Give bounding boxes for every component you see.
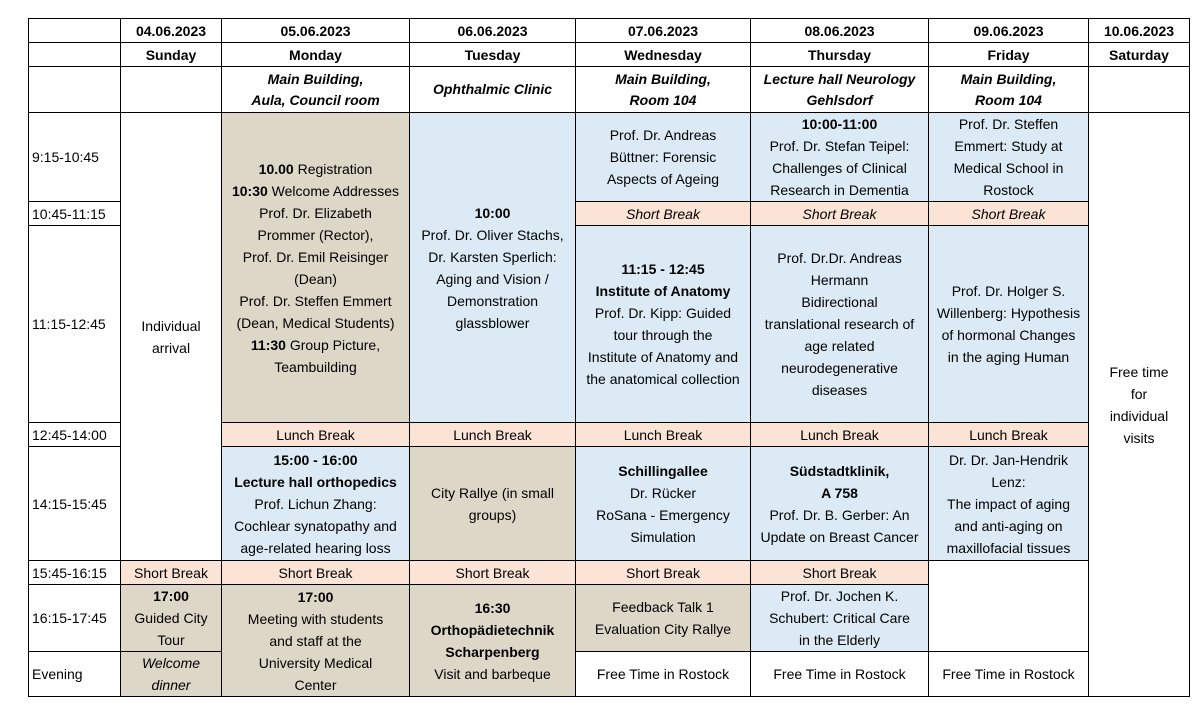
fri-early-session [929, 113, 1089, 202]
session-line: Demonstration [446, 292, 539, 309]
session-line: tour through the [613, 327, 713, 343]
session-line: Cochlear synatopathy and [234, 517, 397, 534]
session-venue: Lecture hall orthopedics [234, 473, 397, 490]
time-label: 9:15-10:45 [29, 113, 121, 202]
session-line: Feedback Talk 1 [612, 599, 714, 615]
session-line: in the Elderly [799, 632, 880, 648]
short-break-cell: Short Break [751, 202, 929, 226]
date-sat: 10.06.2023 [1089, 19, 1190, 43]
session-line: diseases [811, 382, 868, 398]
session-time: 17:00 [153, 588, 189, 604]
mon-morning-session [222, 113, 410, 423]
session-line: Prof. Dr. Jochen K. [780, 588, 899, 604]
days-row [29, 43, 1190, 67]
fri-late-session [751, 585, 929, 652]
corner-cell [29, 43, 121, 67]
session-text: Welcome Addresses [267, 182, 400, 199]
short-break-cell: Short Break [121, 561, 222, 585]
session-line: Visit and barbeque [434, 665, 551, 682]
session-time: 15:00 - 16:00 [273, 451, 358, 468]
date-wed: 07.06.2023 [576, 19, 751, 43]
session-line: age related [804, 338, 875, 354]
day-tue: Tuesday [410, 43, 576, 67]
session-line: (Dean, Medical Students) [236, 314, 395, 331]
session-line: Willenberg: Hypothesis [936, 305, 1081, 321]
slot-row [29, 652, 1190, 697]
session-line: Emmert: Study at [954, 138, 1063, 154]
session-line: and anti-aging on [954, 517, 1063, 534]
location-sun [121, 67, 222, 113]
session-text: Registration [293, 160, 373, 177]
slot-row [29, 585, 1190, 652]
location-wed [576, 67, 751, 113]
session-line: Update on Breast Cancer [760, 528, 919, 545]
session-line: City Rallye (in small [431, 484, 554, 501]
time-label: 12:45-14:00 [29, 423, 121, 447]
session-line: Rostock [983, 182, 1034, 198]
session-time: 17:00 [297, 588, 334, 605]
session-line: Prof. Dr. Oliver Stachs, [421, 226, 564, 243]
session-line: neurodegenerative [781, 360, 898, 376]
session-time: 10:00 [474, 204, 511, 221]
session-line: Dr. Rücker [629, 484, 697, 501]
session-venue: A 758 [821, 484, 858, 501]
session-line: maxillofacial tissues [946, 539, 1071, 556]
date-sun: 04.06.2023 [121, 19, 222, 43]
session-line: Lenz: [991, 473, 1026, 490]
session-line [224, 180, 407, 202]
session-line: Prof. Dr. Elizabeth [259, 204, 372, 221]
tue-morning-session [410, 113, 576, 423]
free-time-cell: Free Time in Rostock [576, 652, 751, 697]
session-time: 10:00-11:00 [801, 116, 878, 132]
session-time: 10.00 [258, 160, 294, 177]
date-fri: 09.06.2023 [929, 19, 1089, 43]
session-venue: Schillingallee [618, 462, 708, 479]
time-label: Evening [29, 652, 121, 697]
session-line: Prof. Dr. Andreas [609, 127, 717, 143]
day-fri: Friday [929, 43, 1089, 67]
session-line: University Medical [258, 654, 373, 671]
schedule-table [28, 18, 1190, 697]
sun-arrival-cell [121, 113, 222, 561]
day-sat: Saturday [1089, 43, 1190, 67]
session-line: Prof. Dr. B. Gerber: An [769, 506, 910, 523]
free-time-line: for [1130, 385, 1148, 402]
evening-line: dinner [151, 677, 191, 693]
session-line: Simulation [630, 528, 696, 545]
session-line: RoSana - Emergency [596, 506, 730, 523]
session-line: glassblower [455, 314, 530, 331]
lunch-break-cell: Lunch Break [222, 423, 410, 447]
session-line: Guided City Tour [134, 610, 208, 648]
session-line [224, 158, 407, 180]
location-tue: Ophthalmic Clinic [410, 67, 576, 113]
session-line: Prof. Dr. Kipp: Guided [594, 305, 732, 321]
thu-late-session [576, 585, 751, 652]
session-venue: Südstadtklinik, [789, 462, 890, 479]
session-line: and staff at the [269, 632, 362, 649]
session-line: Prof. Dr. Emil Reisinger [242, 248, 389, 265]
fri-mid-session [929, 226, 1089, 423]
session-venue: Scharpenberg [445, 643, 540, 660]
corner-cell [29, 67, 121, 113]
session-line: Prof. Dr. Steffen [958, 116, 1059, 132]
wed-late-session [410, 585, 576, 697]
lunch-break-cell: Lunch Break [576, 423, 751, 447]
location-line: Room 104 [975, 91, 1042, 108]
lunch-break-cell: Lunch Break [751, 423, 929, 447]
session-text: Group Picture, [285, 336, 381, 353]
time-label: 14:15-15:45 [29, 447, 121, 561]
session-line: Prof. Dr. Holger S. [951, 283, 1066, 299]
session-time: 16:30 [474, 599, 511, 616]
session-line: Prof. Lichun Zhang: [254, 495, 377, 512]
arrival-line: arrival [151, 339, 191, 356]
location-mon [222, 67, 410, 113]
sun-evening-cell [121, 652, 222, 697]
location-line: Main Building, [615, 70, 711, 87]
short-break-cell: Short Break [410, 561, 576, 585]
location-line: Main Building, [267, 70, 364, 87]
mon-afternoon-session [222, 447, 410, 561]
short-break-cell: Short Break [576, 561, 751, 585]
session-line: Bidirectional [801, 294, 878, 310]
free-time-cell: Free Time in Rostock [751, 652, 929, 697]
day-wed: Wednesday [576, 43, 751, 67]
location-line: Gehlsdorf [806, 91, 873, 108]
location-line: Aula, Council room [251, 91, 380, 108]
session-line: Center [294, 676, 337, 693]
corner-cell [29, 19, 121, 43]
sat-free-time-cell [1089, 113, 1190, 697]
time-label: 11:15-12:45 [29, 226, 121, 423]
dates-row [29, 19, 1190, 43]
day-sun: Sunday [121, 43, 222, 67]
wed-afternoon-session [576, 447, 751, 561]
session-line: groups) [468, 506, 517, 523]
session-line: Aspects of Ageing [606, 171, 720, 187]
session-line: Dr. Karsten Sperlich: [428, 248, 557, 265]
session-line: Prof. Dr. Stefan Teipel: [769, 138, 910, 154]
fri-afternoon-session [929, 447, 1089, 561]
thu-afternoon-session [751, 447, 929, 561]
date-mon: 05.06.2023 [222, 19, 410, 43]
location-line: Main Building, [960, 70, 1057, 87]
session-line: Research in Dementia [770, 182, 909, 198]
slot-row [29, 113, 1190, 202]
date-thu: 08.06.2023 [751, 19, 929, 43]
session-line: Medical School in [953, 160, 1064, 176]
mon-late-session [121, 585, 222, 652]
location-sat [1089, 67, 1190, 113]
locations-row [29, 67, 1190, 113]
slot-row [29, 561, 1190, 585]
free-time-line: individual [1109, 407, 1169, 424]
thu-mid-session [751, 226, 929, 423]
session-line: Evaluation City Rallye [594, 621, 732, 637]
short-break-cell: Short Break [222, 561, 410, 585]
thu-early-session [751, 113, 929, 202]
wed-mid-session [576, 226, 751, 423]
location-line: Room 104 [629, 91, 697, 108]
lunch-break-cell: Lunch Break [929, 423, 1089, 447]
session-line: (Dean) [294, 270, 337, 287]
session-line: The impact of aging [947, 495, 1070, 512]
day-mon: Monday [222, 43, 410, 67]
location-thu [751, 67, 929, 113]
session-time: 11:30 [250, 336, 286, 353]
location-line: Lecture hall Neurology [763, 70, 916, 87]
date-tue: 06.06.2023 [410, 19, 576, 43]
session-line: Dr. Dr. Jan-Hendrik [948, 451, 1069, 468]
session-line: Prof. Dr. Steffen Emmert [239, 292, 392, 309]
day-thu: Thursday [751, 43, 929, 67]
session-line: Aging and Vision / [436, 270, 549, 287]
session-line: Prommer (Rector), [257, 226, 374, 243]
session-line: in the aging Human [947, 349, 1070, 365]
time-label: 15:45-16:15 [29, 561, 121, 585]
free-time-line: Free time [1109, 363, 1169, 380]
tue-late-session [222, 585, 410, 697]
session-time: 10:30 [231, 182, 268, 199]
session-line: of hormonal Changes [941, 327, 1076, 343]
session-line: Challenges of Clinical [772, 160, 907, 176]
location-fri [929, 67, 1089, 113]
session-time: 11:15 - 12:45 [621, 261, 705, 277]
short-break-cell: Short Break [929, 202, 1089, 226]
session-line [224, 334, 407, 356]
session-line: Institute of Anatomy and [587, 349, 739, 365]
session-line: Meeting with students [247, 610, 384, 627]
lunch-break-cell: Lunch Break [410, 423, 576, 447]
free-time-cell: Free Time in Rostock [929, 652, 1089, 697]
session-line: translational research of [764, 316, 915, 332]
session-line: Schubert: Critical Care [769, 610, 910, 626]
session-line: age-related hearing loss [240, 539, 391, 556]
session-line: Hermann [810, 272, 869, 288]
session-line: Büttner: Forensic [609, 149, 717, 165]
tue-afternoon-session [410, 447, 576, 561]
wed-early-session [576, 113, 751, 202]
time-label: 10:45-11:15 [29, 202, 121, 226]
arrival-line: Individual [141, 317, 201, 334]
short-break-cell: Short Break [751, 561, 929, 585]
short-break-cell: Short Break [576, 202, 751, 226]
time-label: 16:15-17:45 [29, 585, 121, 652]
session-line: Prof. Dr.Dr. Andreas [777, 250, 902, 266]
evening-line: Welcome [141, 655, 201, 671]
free-time-line: visits [1123, 429, 1155, 446]
session-venue: Institute of Anatomy [595, 283, 731, 299]
session-line: the anatomical collection [586, 371, 740, 387]
session-line: Teambuilding [274, 358, 357, 375]
session-venue: Orthopädietechnik [430, 621, 555, 638]
